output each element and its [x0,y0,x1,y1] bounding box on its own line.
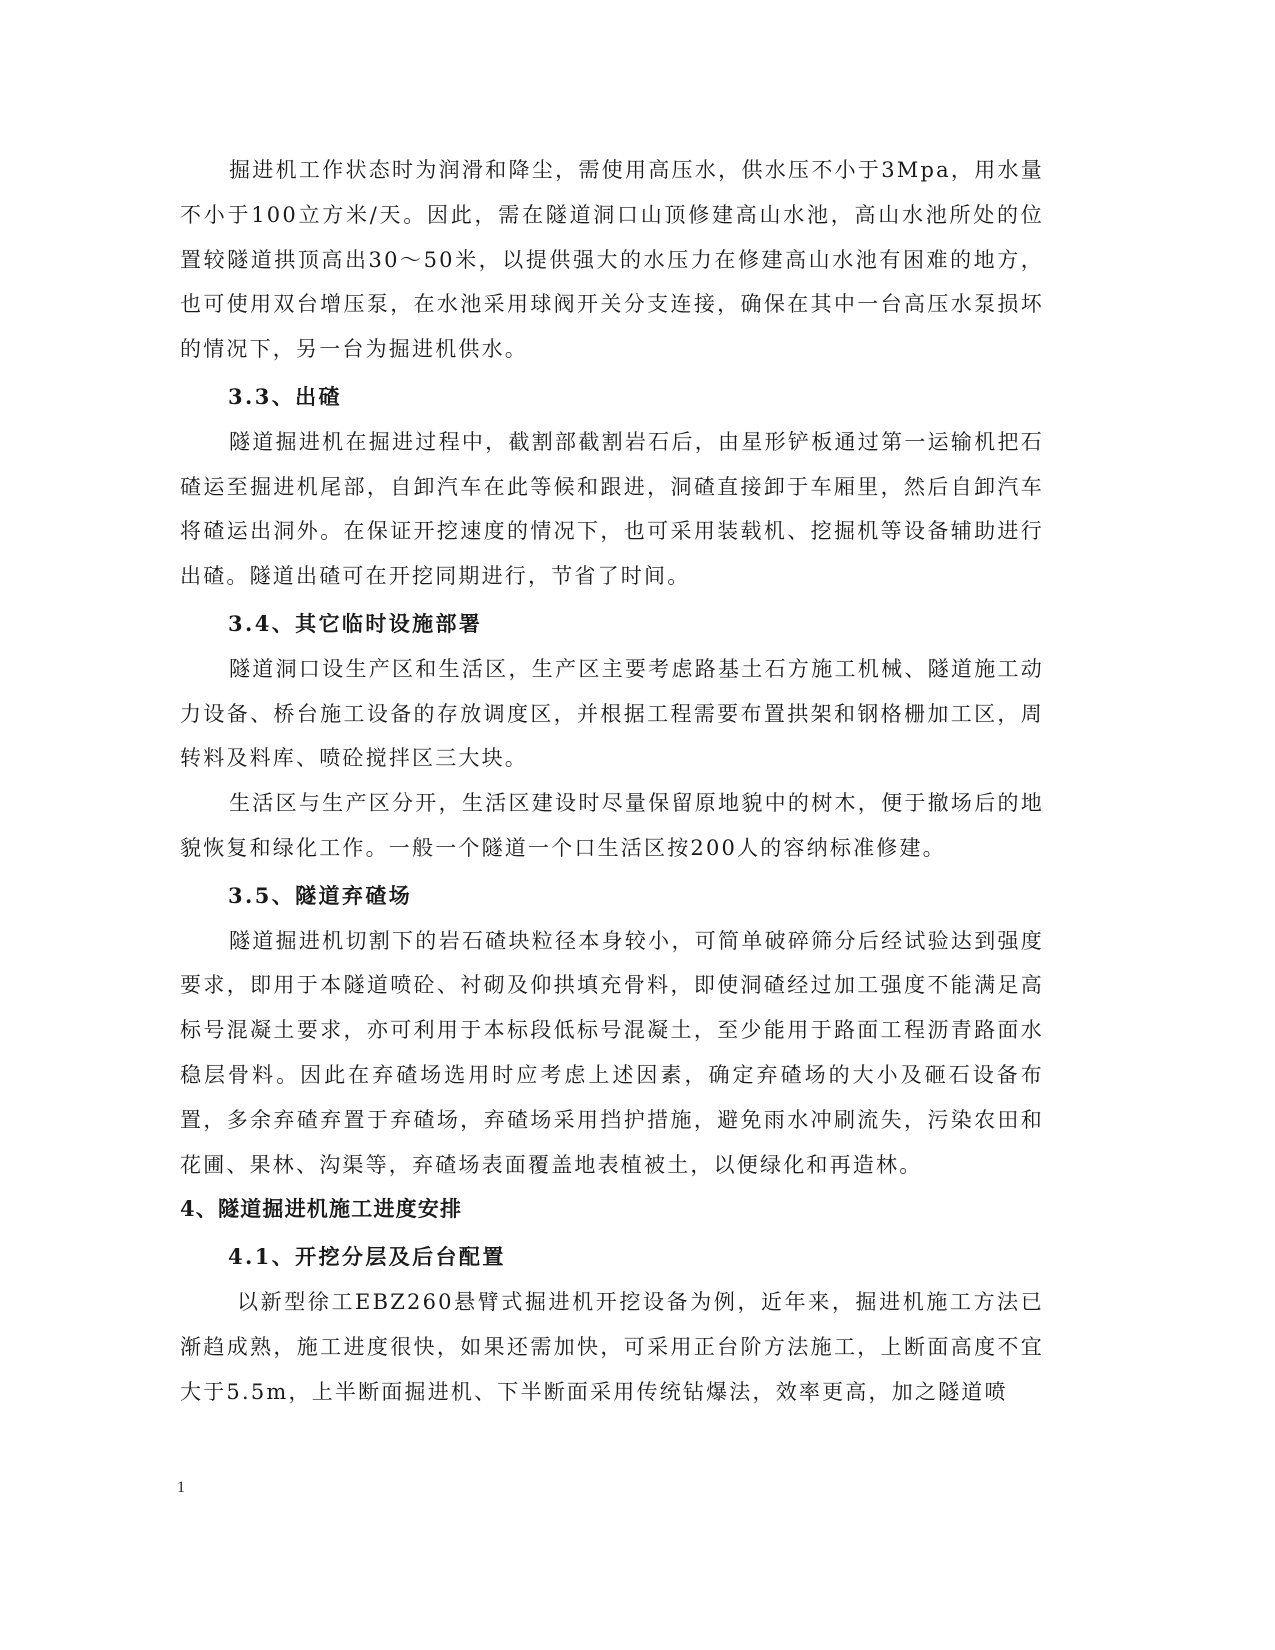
heading-3-4: 3.4、其它临时设施部署 [228,610,483,636]
paragraph-spoil-site: 隧道掘进机切割下的岩石碴块粒径本身较小，可简单破碎筛分后经试验达到强度要求，即用于本隧道喷砼、衬砌及仰拱填充骨料，即使洞碴经过加工强度不能满足高标号混凝土要求，亦可利用于本标段低标号混凝土，至少能用于路面工程沥青路面水稳层骨料。因此在弃碴场选用时应考虑上述因素，确定弃碴场的大小及砸石设备布置，多余弃碴弃置于弃碴场，弃碴场采用挡护措施，避免雨水冲刷流失，污染农田和花圃、果林、沟渠等，弃碴场表面覆盖地表植被土，以便绿化和再造林。 [180,928,1044,1177]
paragraph-production-area: 隧道洞口设生产区和生活区，生产区主要考虑路基土石方施工机械、隧道施工动力设备、桥台施工设备的存放调度区，并根据工程需要布置拱架和钢格栅加工区，周转料及料库、喷砼搅拌区三大块。 [180,656,1044,771]
heading-4: 4、隧道掘进机施工进度安排 [180,1196,463,1222]
paragraph-excavation-layers: 以新型徐工EBZ260悬臂式掘进机开挖设备为例，近年来，掘进机施工方法已渐趋成熟，施工进度很快，如果还需加快，可采用正台阶方法施工，上断面高度不宜大于5.5m，上半断面掘进机、下半断面采用传统钻爆法，效率更高，加之隧道喷 [180,1289,1044,1404]
heading-4-1: 4.1、开挖分层及后台配置 [228,1244,506,1270]
heading-3-3: 3.3、出碴 [228,383,342,409]
paragraph-water-supply: 掘进机工作状态时为润滑和降尘，需使用高压水，供水压不小于3Mpa，用水量不小于100立方米/天。因此，需在隧道洞口山顶修建高山水池，高山水池所处的位置较隧道拱顶高出30～50米，以提供强大的水压力在修建高山水池有困难的地方，也可使用双台增压泵，在水池采用球阀开关分支连接，确保在其中一台高压水泵损坏的情况下，另一台为掘进机供水。 [180,158,1044,362]
heading-3-5: 3.5、隧道弃碴场 [228,882,413,908]
paragraph-muck-removal: 隧道掘进机在掘进过程中，截割部截割岩石后，由星形铲板通过第一运输机把石碴运至掘进机尾部，自卸汽车在此等候和跟进，洞碴直接卸于车厢里，然后自卸汽车将碴运出洞外。在保证开挖速度的情况下，也可采用装载机、挖掘机等设备辅助进行出碴。隧道出碴可在开挖同期进行，节省了时间。 [180,429,1044,589]
page-number: 1 [177,1479,185,1496]
paragraph-living-area: 生活区与生产区分开，生活区建设时尽量保留原地貌中的树木，便于撤场后的地貌恢复和绿化工作。一般一个隧道一个口生活区按200人的容纳标准修建。 [180,791,1044,860]
page-content [180,148,1044,1414]
